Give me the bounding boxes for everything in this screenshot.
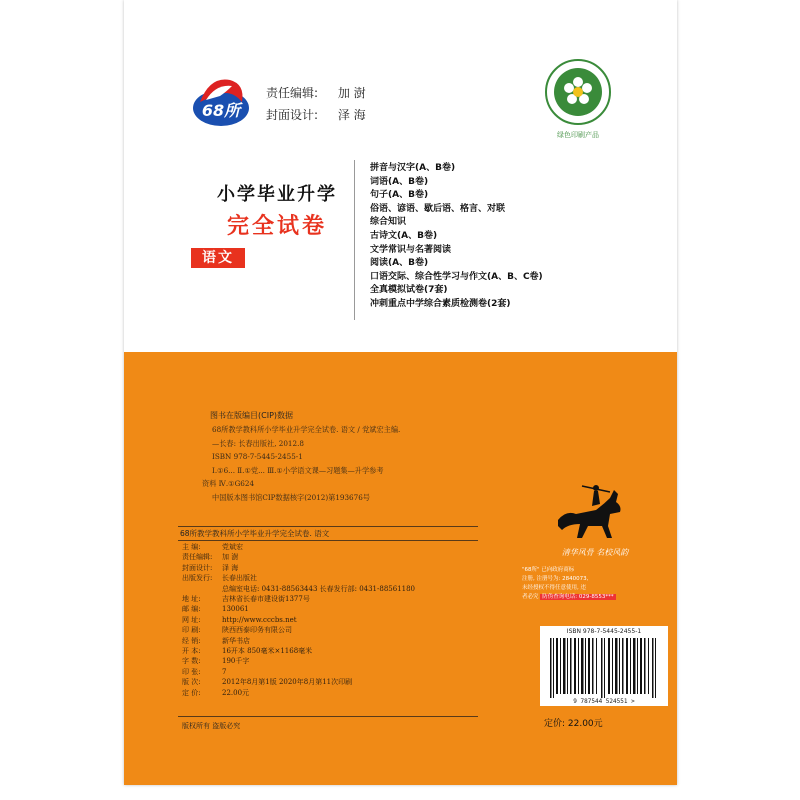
pub-label: 版 次:: [182, 678, 201, 687]
pub-value: 加 澍: [222, 553, 239, 562]
note-line: 注册, 注册号为: 2840073,: [522, 576, 589, 582]
pub-label: 地 址:: [182, 595, 201, 604]
slogan-text: 清华风骨 名校风韵: [561, 548, 629, 557]
pub-row: [182, 563, 415, 573]
pub-label: 网 址:: [182, 615, 201, 624]
contents-item: 拼音与汉字(A、B卷): [370, 163, 456, 173]
pub-label: 印 刷:: [182, 626, 201, 635]
cip-block: [202, 423, 400, 505]
pub-row: [182, 542, 415, 552]
note-line: 未经授权不得任意使用, 违: [522, 585, 586, 591]
publication-title: 68所教学教科所小学毕业升学完全试卷. 语文: [180, 529, 330, 538]
credit-designer: [266, 104, 366, 126]
svg-text:68所: 68所: [201, 101, 241, 120]
barcode-icon: [548, 638, 660, 698]
pub-value: 新华书店: [222, 636, 250, 645]
cip-line: 资料 Ⅳ.①G624: [202, 479, 255, 489]
pub-value: 长春出版社: [222, 574, 257, 583]
barcode-number: 9 787544 524551 >: [573, 698, 635, 705]
cip-line: 68所教学教科所小学毕业升学完全试卷. 语文 / 党斌宏主编.: [212, 425, 401, 434]
contents-item: 古诗文(A、B卷): [370, 230, 438, 241]
cip-line: Ⅰ.①6... Ⅱ.①党... Ⅲ.①小学语文课—习题集—升学参考: [212, 465, 384, 475]
note-line: 者必究: [522, 594, 539, 600]
book-title-line2: 完全试卷: [226, 214, 327, 239]
pub-row: [182, 688, 415, 698]
contents-item: 全真模拟试卷(7套): [370, 285, 448, 296]
divider-line: [178, 540, 478, 541]
pub-row: [182, 615, 415, 625]
pub-value: 总编室电话: 0431-88563443 长春发行部: 0431-88561180: [222, 584, 416, 593]
book-back-cover: [124, 0, 677, 785]
pub-value: 190千字: [222, 657, 250, 666]
pub-label: 邮 编:: [182, 605, 201, 614]
pub-row: [182, 552, 415, 562]
pub-value: 吉林省长春市建设街1377号: [222, 595, 310, 604]
pub-value: 130061: [222, 605, 249, 614]
cip-line: 中国版本图书馆CIP数据核字(2012)第193676号: [212, 492, 370, 502]
pub-label: 出版发行:: [182, 574, 213, 583]
anti-fake-hotline: 防伪查询电话: 029-8553***: [542, 594, 614, 600]
contents-item: 俗语、谚语、歇后语、格言、对联: [370, 203, 506, 214]
price-label: 定价: 22.00元: [544, 719, 603, 729]
pub-value: 陕西西泰印务有限公司: [222, 626, 292, 635]
pub-row: [182, 677, 415, 687]
pub-value: 泽 海: [222, 563, 239, 572]
note-line: "68所" 已向政府商标: [522, 567, 575, 573]
pub-row: [182, 667, 415, 677]
designer-label: 封面设计:: [266, 108, 319, 122]
contents-item: 综合知识: [370, 217, 407, 228]
isbn-barcode-box: [540, 626, 668, 706]
pub-row: [182, 594, 415, 604]
pub-label: 字 数:: [182, 657, 201, 666]
pub-value: 2012年8月第1版 2020年8月第11次印刷: [222, 678, 353, 687]
credits-block: [266, 82, 366, 126]
editor-label: 责任编辑:: [266, 86, 319, 100]
cip-line: —长春: 长春出版社, 2012.8: [212, 438, 304, 448]
pub-value: http://www.cccbs.net: [222, 615, 297, 624]
contents-list: [370, 162, 543, 312]
contents-divider: [354, 160, 355, 320]
pub-row: [182, 646, 415, 656]
contents-item: 文学常识与名著阅读: [370, 244, 452, 255]
contents-item: 口语交际、综合性学习与作文(A、B、C卷): [370, 271, 543, 282]
book-title-line1: 小学毕业升学: [217, 184, 337, 205]
cip-heading: 图书在版编目(CIP)数据: [210, 411, 294, 420]
pub-row: [182, 573, 415, 583]
pub-value: 党斌宏: [222, 543, 243, 551]
seal-caption: 绿色印刷产品: [557, 131, 599, 139]
pub-label: 印 张:: [182, 667, 201, 676]
contents-item: 冲刺重点中学综合素质检测卷(2套): [370, 298, 511, 309]
pub-row: [182, 604, 415, 614]
pub-row: [182, 636, 415, 646]
isbn-text: ISBN 978-7-5445-2455-1: [566, 628, 642, 635]
cover-top-panel: [124, 0, 677, 352]
horse-rider-emblem-icon: [552, 480, 636, 544]
pub-label: 开 本:: [182, 647, 201, 656]
subject-badge: 语文: [191, 248, 245, 268]
green-printing-seal-icon: [544, 58, 612, 126]
editor-name: 加 澍: [337, 86, 366, 100]
pub-label: 定 价:: [182, 688, 201, 697]
pub-label: 封面设计:: [182, 563, 213, 572]
pub-label: 主 编:: [182, 543, 201, 551]
pub-row: [182, 625, 415, 635]
contents-item: 阅读(A、B卷): [370, 258, 429, 269]
rights-notice: 版权所有 盗版必究: [182, 722, 241, 730]
publication-info: [182, 542, 415, 698]
pub-row: [182, 656, 415, 666]
pub-row: [182, 584, 415, 594]
pub-label: 责任编辑:: [182, 553, 213, 562]
pub-value: 7: [222, 667, 227, 676]
credit-editor: [266, 82, 366, 104]
cip-line: ISBN 978-7-5445-2455-1: [212, 452, 303, 462]
contents-item: 词语(A、B卷): [370, 176, 429, 187]
pub-value: 22.00元: [222, 688, 250, 697]
divider-line: [178, 526, 478, 527]
divider-line: [178, 716, 478, 717]
trademark-note: [522, 566, 670, 602]
pub-value: 16开本 850毫米×1168毫米: [222, 647, 313, 656]
68suo-logo-icon: [190, 72, 252, 130]
pub-label: 经 销:: [182, 636, 201, 645]
contents-item: 句子(A、B卷): [370, 190, 429, 201]
designer-name: 泽 海: [337, 108, 366, 122]
